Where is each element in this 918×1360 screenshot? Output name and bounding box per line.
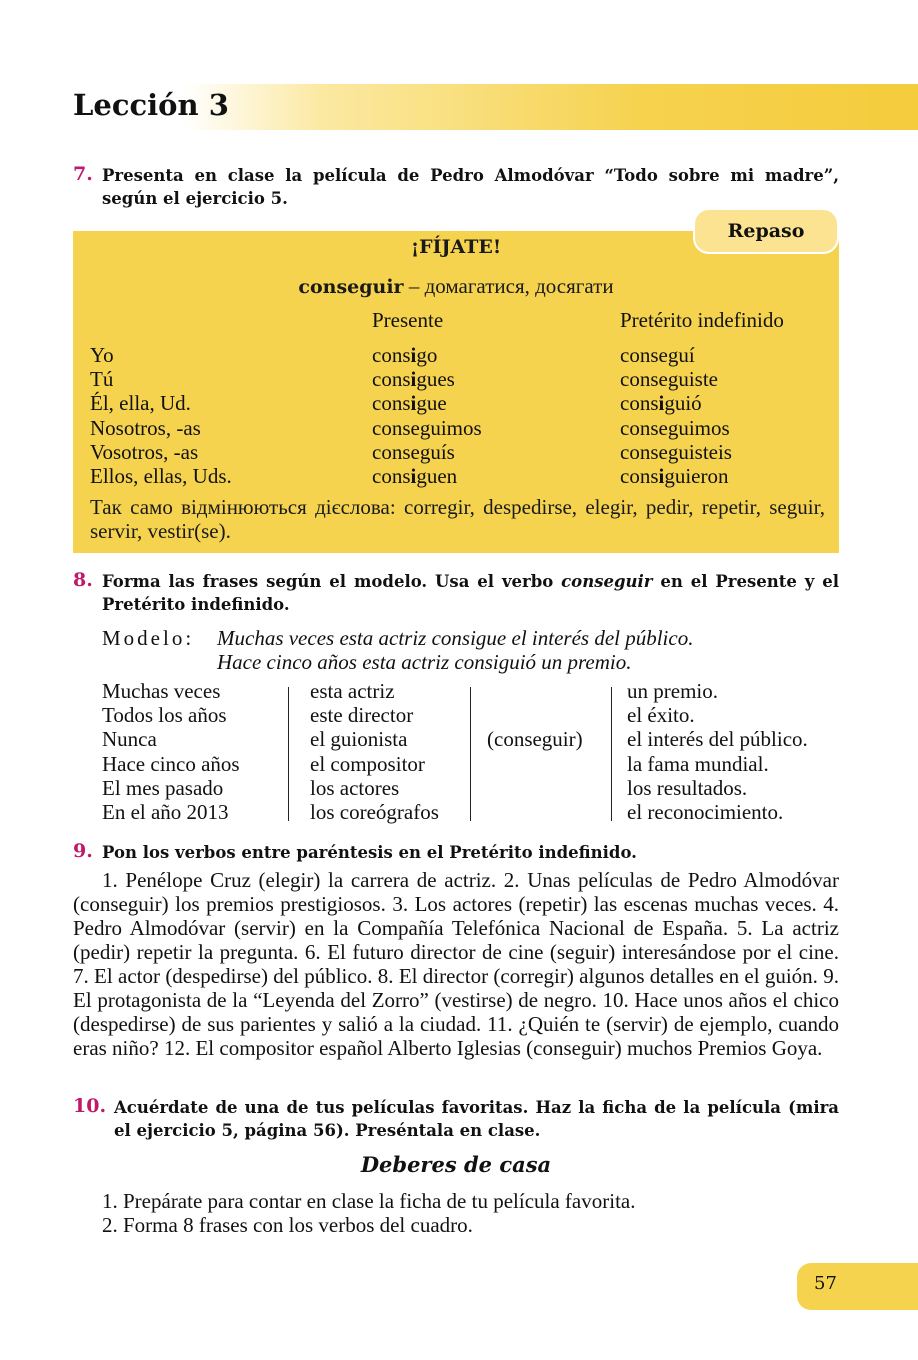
repaso-tab: Repaso [693, 208, 839, 254]
pronoun: Vosotros, -as [90, 439, 199, 464]
preterito-column [620, 343, 732, 488]
presente-form [372, 391, 482, 415]
table-col-subject [310, 679, 439, 824]
lesson-title: Lección 3 [73, 88, 229, 122]
table-col-time [102, 679, 240, 824]
table-cell: Muchas veces [102, 679, 221, 703]
presente-form [372, 367, 482, 391]
table-cell: la fama mundial. [627, 751, 769, 776]
exercise-9-text: 1. Penélope Cruz (elegir) la carrera de actriz. 2. Unas películas de Pedro Almodóvar (conseguir) los premios prestigiosos. 3. Los actores (repetir) las escenas muchas veces. 4. Pedro Almodóvar (servir) en la Compañía Telefónica Nacional de España. 5. La actriz (pedir) repetir la pregunta. 6. El futuro director de cine (seguir) interesándose por el cine. 7. El actor (despedirse) del público. 8. El director (corregir) algunos detalles en el guión. 9. El protagonista de la “Leyenda del Zorro” (vestirse) de negro. 10. Hace unos años el chico (despedirse) de sus parientes y salió a la ciudad. 11. ¿Quién te (servir) de ejemplo, cuando eras niño? 12. El compositor español Alberto Iglesias (conseguir) muchos Premios Goya. [73, 868, 839, 1060]
exercise-7-text: Presenta en clase la película de Pedro Almodóvar “Todo sobre mi madre”, según el ejercicio 5. [102, 166, 839, 208]
stem: cons [372, 367, 411, 392]
pronoun-column [90, 343, 232, 488]
stem: conseguisteis [620, 439, 732, 464]
table-cell: un premio. [627, 679, 718, 703]
table-cell: Todos los años [102, 703, 227, 728]
stem: cons [372, 464, 411, 489]
table-cell: Hace cinco años [102, 751, 240, 776]
exercise-9-number: 9. [73, 840, 93, 862]
ending: go [416, 343, 438, 367]
table-cell: el éxito. [627, 703, 695, 728]
exercise-10-text: Acuérdate de una de tus películas favoritas. Haz la ficha de la película (mira el ejercicio 5, página 56). Preséntala en clase. [114, 1098, 839, 1140]
homework-item: 2. Forma 8 frases con los verbos del cuadro. [102, 1213, 473, 1237]
stem-change: i [410, 391, 417, 416]
preterito-form [620, 440, 732, 464]
presente-column [372, 343, 482, 488]
pronoun: Tú [90, 367, 114, 392]
stem-change: i [410, 367, 417, 392]
exercise-7-number: 7. [73, 163, 93, 185]
modelo-line-2: Hace cinco años esta actriz consiguió un premio. [217, 650, 632, 674]
pronoun: Yo [90, 343, 114, 367]
table-cell: En el año 2013 [102, 800, 229, 825]
table-cell: el guionista [310, 727, 408, 752]
verb-line [73, 274, 839, 299]
exercise-10-number: 10. [73, 1095, 107, 1117]
table-cell: el compositor [310, 751, 425, 776]
presente-form [372, 464, 482, 488]
stem: cons [620, 391, 659, 416]
exercise-9-instruction: Pon los verbos entre paréntesis en el Pretérito indefinido. [102, 843, 637, 862]
stem-change: i [658, 464, 665, 489]
homework-item: 1. Prepárate para contar en clase la ficha de tu película favorita. [102, 1189, 636, 1213]
stem: cons [372, 343, 411, 367]
ending: gues [416, 367, 455, 392]
preterito-form [620, 367, 732, 391]
pronoun: Él, ella, Ud. [90, 391, 191, 416]
ending: gue [416, 391, 447, 416]
preterito-form [620, 343, 732, 367]
table-cell: Nunca [102, 727, 157, 752]
verb-italic: conseguir [561, 572, 653, 591]
preterito-form [620, 464, 732, 488]
table-cell: el interés del público. [627, 727, 808, 752]
presente-form [372, 343, 482, 367]
col-header-presente: Presente [372, 308, 444, 332]
exercise-8-text [102, 570, 839, 616]
text-part: en el Presente y el Pretérito indefinido. [102, 572, 839, 614]
table-cell: los coreógrafos [310, 800, 439, 825]
box-heading: ¡FÍJATE! [410, 236, 502, 258]
preterito-form [620, 391, 732, 415]
ending: guió [664, 391, 702, 416]
page-number: 57 [814, 1273, 837, 1294]
table-cell: los actores [310, 775, 400, 800]
table-col-object [627, 679, 808, 824]
col-header-preterito: Pretérito indefinido [620, 308, 784, 332]
stem: cons [372, 391, 411, 416]
table-cell: esta actriz [310, 679, 395, 703]
presente-form [372, 440, 482, 464]
pronoun: Ellos, ellas, Uds. [90, 464, 232, 489]
text-part: Forma las frases según el modelo. Usa el verbo [102, 572, 562, 591]
stem-change: i [658, 391, 665, 416]
ending: guen [416, 464, 458, 489]
stem: conseguimos [372, 415, 482, 440]
stem: conseguimos [620, 415, 730, 440]
box-note: Так само відмінюються дієслова: corregir, despedirse, elegir, pedir, repetir, seguir, servir, vestir(se). [90, 495, 825, 543]
stem: cons [620, 464, 659, 489]
table-cell: el reconocimiento. [627, 800, 784, 825]
stem-change: i [410, 343, 417, 367]
pronoun: Nosotros, -as [90, 415, 201, 440]
stem: conseguiste [620, 367, 718, 392]
homework-title: Deberes de casa [360, 1152, 552, 1177]
presente-form [372, 416, 482, 440]
verb-translation: – домагатися, досягати [403, 274, 614, 298]
table-cell: El mes pasado [102, 775, 224, 800]
verb-infinitive: conseguir [298, 276, 404, 298]
exercise-8-number: 8. [73, 569, 93, 591]
table-cell: los resultados. [627, 775, 748, 800]
table-divider [611, 687, 612, 821]
table-divider [288, 687, 289, 821]
modelo-label: Modelo: [102, 626, 195, 650]
table-cell: este director [310, 703, 414, 728]
ending: guieron [664, 464, 729, 489]
stem: conseguí [620, 343, 695, 367]
preterito-form [620, 416, 732, 440]
modelo-line-1: Muchas veces esta actriz consigue el interés del público. [217, 626, 694, 650]
table-divider [470, 687, 471, 821]
stem-change: i [410, 464, 417, 489]
table-verb: (conseguir) [487, 727, 583, 751]
stem: conseguís [372, 439, 455, 464]
